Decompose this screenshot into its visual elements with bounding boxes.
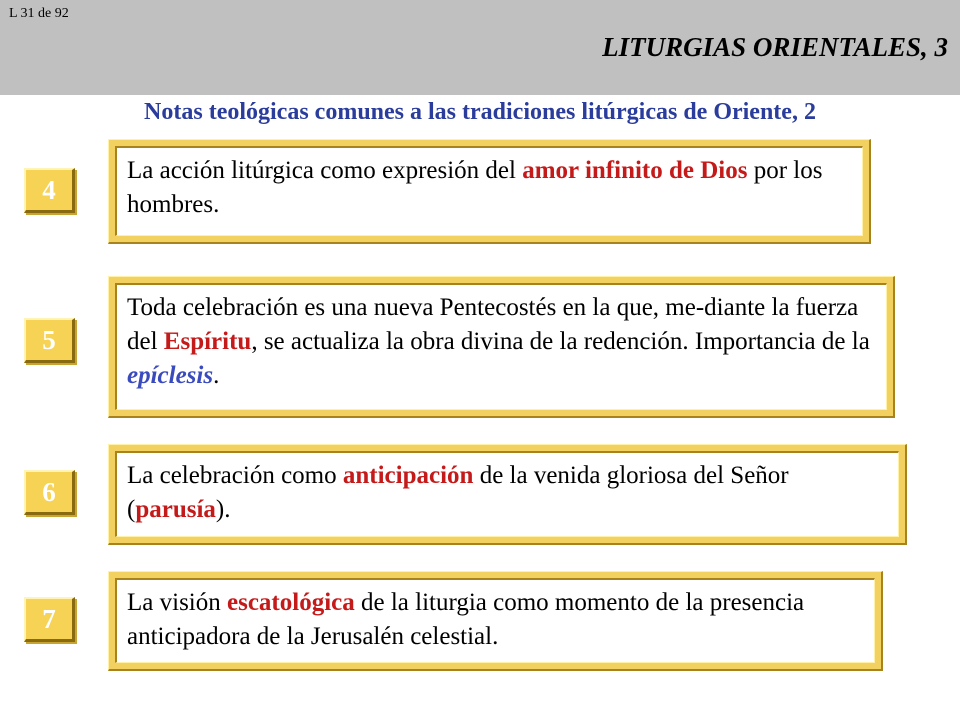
note-5-text-part: Toda celebración es una nueva Pentecostés en la que, me-diante la fuerza del xyxy=(127,294,859,355)
note-text-7 xyxy=(115,578,875,663)
slide-counter: L 31 de 92 xyxy=(9,6,69,21)
note-4-text-part: La acción litúrgica como expresión del xyxy=(127,157,523,184)
page-title: LITURGIAS ORIENTALES, 3 xyxy=(602,32,948,62)
note-box-5 xyxy=(108,276,895,418)
note-number-badge-6: 6 xyxy=(24,470,75,515)
note-number-badge-7: 7 xyxy=(24,597,75,642)
note-5-emphasis-italic: epíclesis xyxy=(127,362,214,389)
note-4-emphasis: amor infinito de Dios xyxy=(522,157,748,184)
note-4-text-part: por los hombres. xyxy=(127,157,823,218)
note-text-5 xyxy=(115,283,887,410)
note-6-emphasis: parusía xyxy=(135,496,216,523)
note-text-6 xyxy=(115,451,899,537)
note-5-text-part: , se actualiza la obra divina de la redención. Importancia de la xyxy=(251,328,870,355)
note-7-text-part: de la liturgia como momento de la presencia anticipadora de la Jerusalén celestial. xyxy=(127,589,805,650)
note-box-7 xyxy=(108,571,883,671)
note-text-4 xyxy=(115,146,863,236)
note-box-6 xyxy=(108,444,907,545)
note-7-emphasis: escatológica xyxy=(227,589,355,616)
note-7-text-part: La visión xyxy=(127,589,227,616)
page-subtitle: Notas teológicas comunes a las tradiciones litúrgicas de Oriente, 2 xyxy=(144,99,816,125)
note-6-text-part: ). xyxy=(215,496,231,523)
note-5-text-part: . xyxy=(213,362,220,389)
note-6-emphasis: anticipación xyxy=(342,462,474,489)
note-6-text-part: La celebración como xyxy=(127,462,343,489)
note-number-badge-5: 5 xyxy=(24,318,75,363)
note-5-emphasis: Espíritu xyxy=(163,328,252,355)
note-number-badge-4: 4 xyxy=(24,168,75,213)
note-6-text-part: de la venida gloriosa del Señor ( xyxy=(127,462,789,523)
note-box-4 xyxy=(108,139,871,244)
